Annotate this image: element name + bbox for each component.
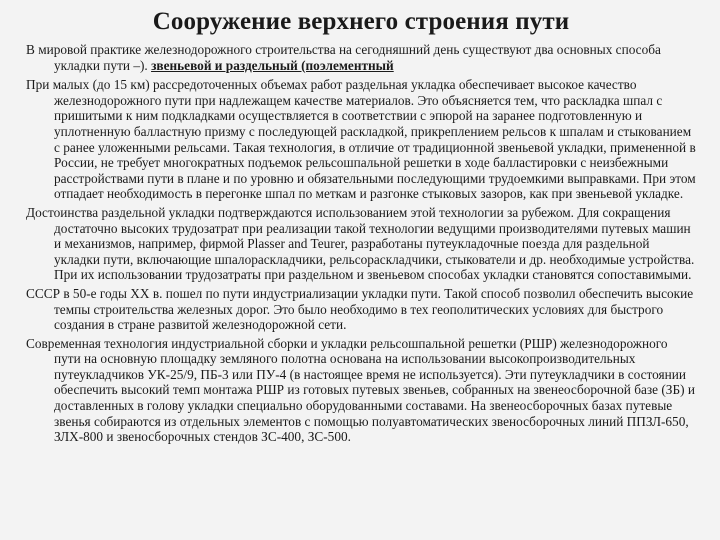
intro-text: В мировой практике железнодорожного строительства на сегодняшний день существуют два основных способа укладки пути –). bbox=[26, 42, 661, 73]
paragraph-ussr: СССР в 50-е годы XX в. пошел по пути индустриализации укладки пути. Такой способ позволил обеспечить высокие темпы строительства железных дорог. Это было необходимо в тех геополитических условиях для быстрого создания в стране развитой железнодорожной сети. bbox=[26, 285, 694, 333]
intro-highlight: звеньевой и раздельный (поэлементный bbox=[151, 57, 394, 73]
paragraph-separate-laying: При малых (до 15 км) рассредоточенных объемах работ раздельная укладка обеспечивает высокое качество железнодорожного пути при надлежащем качестве материалов. Это объясняется тем, что раскладка шпал с пришитыми к ним подкладками осуществляется в соответствии с эпюрой на заранее подготовленную и уплотненную балластную призму с последующей раскладкой, прикреплением рельсов к шпалам и стыкованием с ранее уложенными рельсами. Такая технология, в отличие от традиционной звеньевой укладки, примененной в России, не требует многократных подъемок рельсошпальной решетки в ходе балластировки с неизбежными расстройствами пути в плане и по уровню и обязательными последующими трудоемкими выправками. При этом отпадает необходимость в перегонке шпал по меткам и разгонке стыковых зазоров, как при звеньевой укладке. bbox=[26, 77, 696, 202]
paragraph-advantages: Достоинства раздельной укладки подтверждаются использованием этой технологии за рубежом. Для сокращения достаточно высоких трудозатрат при реализации такой технологии ведущими производителями путевых машин и механизмов, например, фирмой Plasser and Teurer, разработаны путеукладочные поезда для раздельной укладки пути, включающие шпалораскладчики, рельсораскладчики, стыкователи и др. необходимые устройства. При их использовании трудозатраты при раздельном и звеньевом способах укладки становятся сопоставимыми. bbox=[26, 204, 695, 283]
paragraph-modern-technology: Современная технология индустриальной сборки и укладки рельсошпальной решетки (РШР) железнодорожного пути на основную площадку земляного полотна основана на использовании высокопроизводительных путеукладчиков УК-25/9, ПБ-3 или ПУ-4 (в настоящее время не используется). Эти путеукладчики в состоянии обеспечить высокий темп монтажа РШР из готовых путевых звеньев, собранных на звенеосборочной базе (ЗБ) и доставленных в голову укладки специально оборудованными составами. На звенеосборочных базах путевые звенья собираются из отдельных элементов с помощью полуавтоматических звеносборочных линий ППЗЛ-650, ЗЛХ-800 и звеносборочных стендов ЗС-400, ЗС-500. bbox=[26, 335, 695, 445]
slide-title: Сооружение верхнего строения пути bbox=[152, 8, 570, 35]
intro-paragraph bbox=[26, 42, 696, 73]
